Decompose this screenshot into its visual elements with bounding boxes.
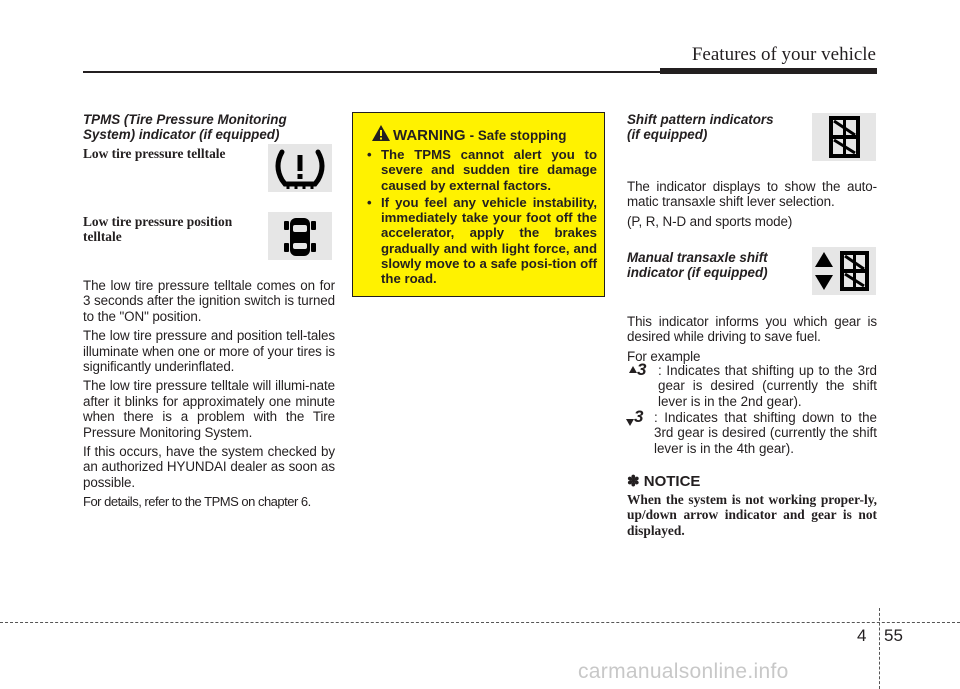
tire-pressure-warning-icon: [268, 144, 332, 192]
tpms-heading: TPMS (Tire Pressure Monitoring System) indicator (if equipped): [83, 112, 287, 142]
shift-down-description: : Indicates that shifting down to the 3rd gear is desired (currently the shift lever is in the 4th gear).: [654, 410, 877, 456]
down-gear-glyph: 3: [634, 407, 644, 426]
up-down-gear-indicator-icon: [812, 247, 876, 295]
shift-up-indicator: [629, 362, 653, 380]
shift-paragraph-2: (P, R, N-D and sports mode): [627, 213, 793, 229]
warning-list: [365, 147, 597, 289]
warning-box: [352, 112, 605, 297]
notice-body: When the system is not working proper-ly, up/down arrow indicator and gear is not displayed.: [627, 492, 877, 538]
warning-title: WARNING: [393, 127, 466, 144]
shift-heading-line1: Shift pattern indicators: [627, 112, 774, 127]
shift-heading-line2: (if equipped): [627, 127, 708, 142]
seven-segment-gear-icon: [812, 113, 876, 161]
shift-paragraph-1: The indicator displays to show the auto-matic transaxle shift lever selection.: [627, 179, 877, 210]
manual-paragraph-1: This indicator informs you which gear is desired while driving to save fuel.: [627, 314, 877, 345]
tpms-paragraph-2: The low tire pressure and position tell-tales illuminate when one or more of your tires is significantly underinflated.: [83, 328, 335, 375]
manual-heading-line1: Manual transaxle shift: [627, 250, 768, 265]
tpms-paragraph-5: For details, refer to the TPMS on chapter 6.: [83, 494, 311, 510]
notice-title: NOTICE: [643, 473, 701, 490]
up-arrow-icon: [629, 366, 637, 374]
tpms-paragraph-4: If this occurs, have the system checked by an authorized HYUNDAI dealer as soon as possible.: [83, 444, 335, 490]
example-label: For example: [627, 348, 701, 364]
footer-rule: [0, 622, 960, 623]
tpms-paragraph-1: The low tire pressure telltale comes on for 3 seconds after the ignition switch is turned to the "ON" position.: [83, 278, 335, 324]
warning-item: • The TPMS cannot alert you to severe and sudden tire damage caused by external factors.: [365, 147, 597, 193]
manual-body: [627, 314, 877, 364]
warning-subtitle: - Safe stopping: [469, 128, 567, 143]
notice-symbol-icon: ✽: [627, 473, 640, 490]
section-title: Features of your vehicle: [691, 44, 876, 65]
position-label-line2: telltale: [83, 229, 122, 244]
shift-body: [627, 179, 877, 233]
footer-divider: [879, 608, 880, 689]
watermark: carmanualsonline.info: [578, 660, 789, 683]
telltale-label: Low tire pressure telltale: [83, 146, 226, 161]
down-arrow-icon: [626, 418, 634, 426]
position-label: [83, 214, 232, 244]
notice-heading: [627, 472, 700, 490]
header-rule-thick: [660, 68, 877, 74]
warning-triangle-icon: [371, 124, 391, 142]
warning-heading: [393, 127, 566, 144]
page-number: 55: [884, 626, 903, 645]
header-rule: [83, 71, 660, 73]
tire-position-car-icon: [268, 212, 332, 260]
manual-heading-line2: indicator (if equipped): [627, 265, 768, 280]
tpms-paragraph-3: The low tire pressure telltale will illumi-nate after it blinks for approximately one minute when there is a problem with the Tire Pressure Monitoring System.: [83, 378, 335, 440]
manual-heading: [627, 250, 768, 280]
up-gear-glyph: 3: [637, 360, 647, 379]
tpms-body: [83, 278, 335, 514]
chapter-number: 4: [857, 626, 867, 645]
warning-item: • If you feel any vehicle instability, immediately take your foot off the accelerator, apply the brakes gradually and with light force, and slowly move to a safe posi-tion off the road.: [365, 195, 597, 287]
shift-up-description: : Indicates that shifting up to the 3rd gear is desired (currently the shift lever is in the 2nd gear).: [658, 363, 877, 409]
position-label-line1: Low tire pressure position: [83, 214, 233, 229]
shift-heading: [627, 112, 774, 142]
